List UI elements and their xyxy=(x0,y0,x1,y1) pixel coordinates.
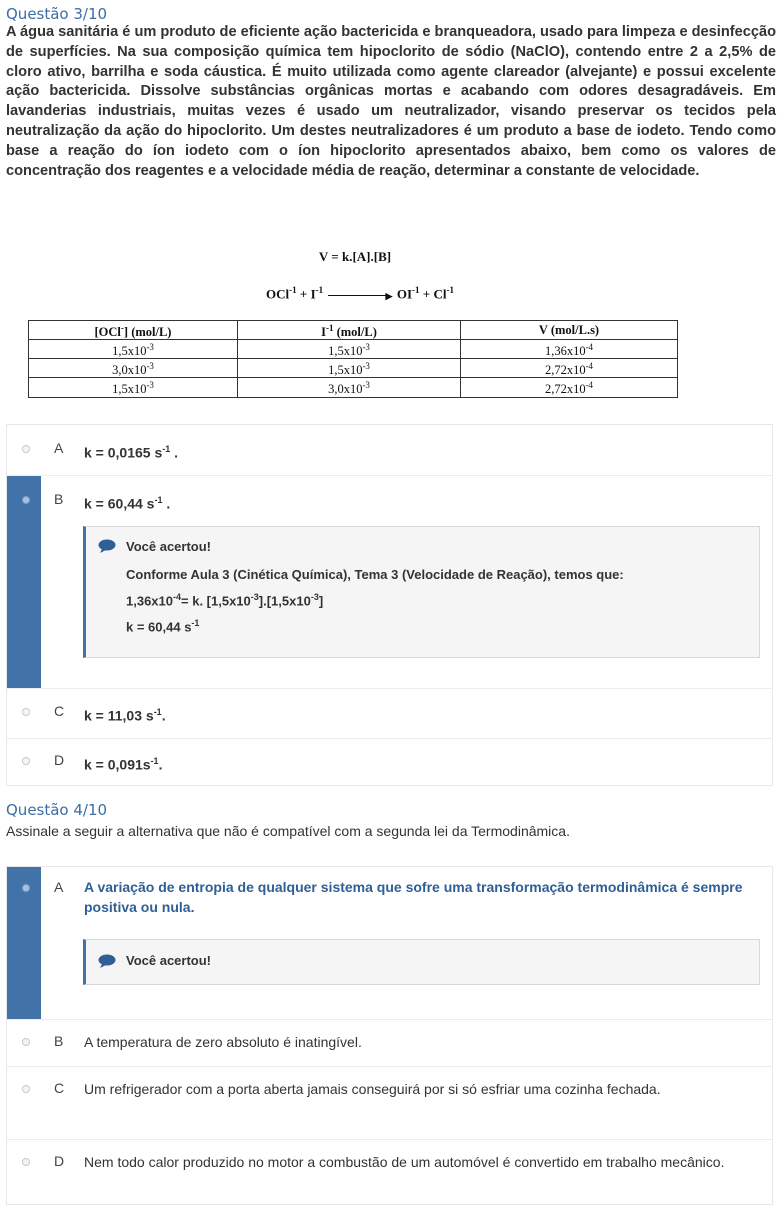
radio-button[interactable] xyxy=(22,884,30,892)
option-c[interactable] xyxy=(7,689,772,739)
option-text: Um refrigerador com a porta aberta jamais conseguirá por si só esfriar uma cozinha fechada. xyxy=(84,1081,661,1097)
table-header-v: V (mol/L.s) xyxy=(461,321,678,340)
option-letter: C xyxy=(54,703,65,719)
table-header-ocl: [OCl-] (mol/L) xyxy=(29,321,238,340)
radio-button[interactable] xyxy=(22,496,30,504)
table-header-row xyxy=(29,321,678,340)
radio-button[interactable] xyxy=(22,445,30,453)
radio-button[interactable] xyxy=(22,708,30,716)
option-d[interactable] xyxy=(7,739,772,785)
feedback-result: k = 60,44 $s^{-1}$ xyxy=(126,618,200,635)
option-c[interactable] xyxy=(7,1067,772,1140)
table-header-i: $I^{-1}$ (mol/L) xyxy=(238,321,461,340)
question-4-options xyxy=(6,866,773,1205)
option-letter: D xyxy=(54,1153,65,1169)
question-4 xyxy=(6,801,776,841)
option-text: k = 60,44 $s^{-1}$ . xyxy=(84,495,171,512)
option-letter: D xyxy=(54,752,65,768)
speech-bubble-icon xyxy=(98,954,116,968)
option-text: A variação de entropia de qualquer sistema que sofre uma transformação termodinâmica é sempre positiva ou nula. xyxy=(84,879,743,915)
table-row: $3,0x10^{-3}$ $1,5x10^{-3}$ $2,72x10^{-4}$ xyxy=(29,359,678,378)
reaction-equation: $OCl^{-1} + I^{-1}$ ▶ $OI^{-1} + Cl^{-1}$ xyxy=(266,285,454,302)
table-row: $1,5x10^{-3}$ $3,0x10^{-3}$ $2,72x10^{-4}$ xyxy=(29,378,678,397)
option-b[interactable] xyxy=(7,1020,772,1067)
selected-indicator-bar xyxy=(7,476,41,688)
radio-button[interactable] xyxy=(22,1158,30,1166)
option-letter: B xyxy=(54,1033,64,1049)
option-letter: A xyxy=(54,879,64,895)
radio-button[interactable] xyxy=(22,1085,30,1093)
radio-button[interactable] xyxy=(22,757,30,765)
option-text: k = 11,03 $s^{-1}$. xyxy=(84,707,166,724)
radio-button[interactable] xyxy=(22,1038,30,1046)
feedback-box xyxy=(83,939,760,985)
question-3-title: Questão 3/10 xyxy=(6,5,108,23)
question-4-title: Questão 4/10 xyxy=(6,801,108,819)
reaction-arrow: ▶ xyxy=(328,295,388,296)
option-text: $k = 0,091s^{-1}$. xyxy=(84,756,163,773)
feedback-equation: $1,36x10^{-4}= k$. $[1,5x10^{-3}].[1,5x10^{-3}]$ xyxy=(126,592,324,609)
option-letter: A xyxy=(54,440,64,456)
feedback-heading: Você acertou! xyxy=(126,953,212,968)
question-3 xyxy=(6,5,776,181)
table-row: $1,5x10^{-3}$ $1,5x10^{-3}$ $1,36x10^{-4}$ xyxy=(29,340,678,359)
question-3-stem: A água sanitária é um produto de eficiente ação bactericida e branqueadora, usado para limpeza e desinfecção de superfícies. Na sua composição química tem hipoclorito de sódio (NaClO), contendo entre 2 a 2,5% de cloro ativo, barrilha e soda cáustica. É muito utilizada como agente clareador (alvejante) e possui excelente ação bactericida. Dissolve substâncias orgânicas mortas e acabando com odores desagradáveis. Em lavanderias industriais, muitas vezes é usado um neutralizador, visando preservar os tecidos pela neutralização da ação do hipoclorito. Um destes neutralizadores é um produto a base de iodeto. Tendo como base a reação do íon iodeto com o íon hipoclorito apresentados abaixo, bem como os valores de concentração dos reagentes e a velocidade média de reação, determinar a constante de velocidade. xyxy=(6,24,776,179)
option-d[interactable] xyxy=(7,1140,772,1204)
option-b[interactable] xyxy=(7,476,772,689)
option-text: Nem todo calor produzido no motor a combustão de um automóvel é convertido em trabalho mecânico. xyxy=(84,1154,725,1170)
option-text: A temperatura de zero absoluto é inatingível. xyxy=(84,1034,362,1050)
rate-law-formula: V = k.[A].[B] xyxy=(318,249,392,264)
feedback-box xyxy=(83,526,760,658)
option-text: k = 0,0165 $s^{-1}$ . xyxy=(84,444,179,461)
speech-bubble-icon xyxy=(98,539,116,553)
option-letter: B xyxy=(54,491,64,507)
feedback-line: Conforme Aula 3 (Cinética Química), Tema 3 (Velocidade de Reação), temos que: xyxy=(126,567,624,582)
feedback-heading: Você acertou! xyxy=(126,539,212,554)
question-3-options xyxy=(6,424,773,786)
question-4-stem: Assinale a seguir a alternativa que não é compatível com a segunda lei da Termodinâmica. xyxy=(6,823,570,839)
option-letter: C xyxy=(54,1080,65,1096)
concentration-table xyxy=(28,320,678,398)
option-a[interactable] xyxy=(7,425,772,476)
option-a[interactable] xyxy=(7,867,772,1020)
